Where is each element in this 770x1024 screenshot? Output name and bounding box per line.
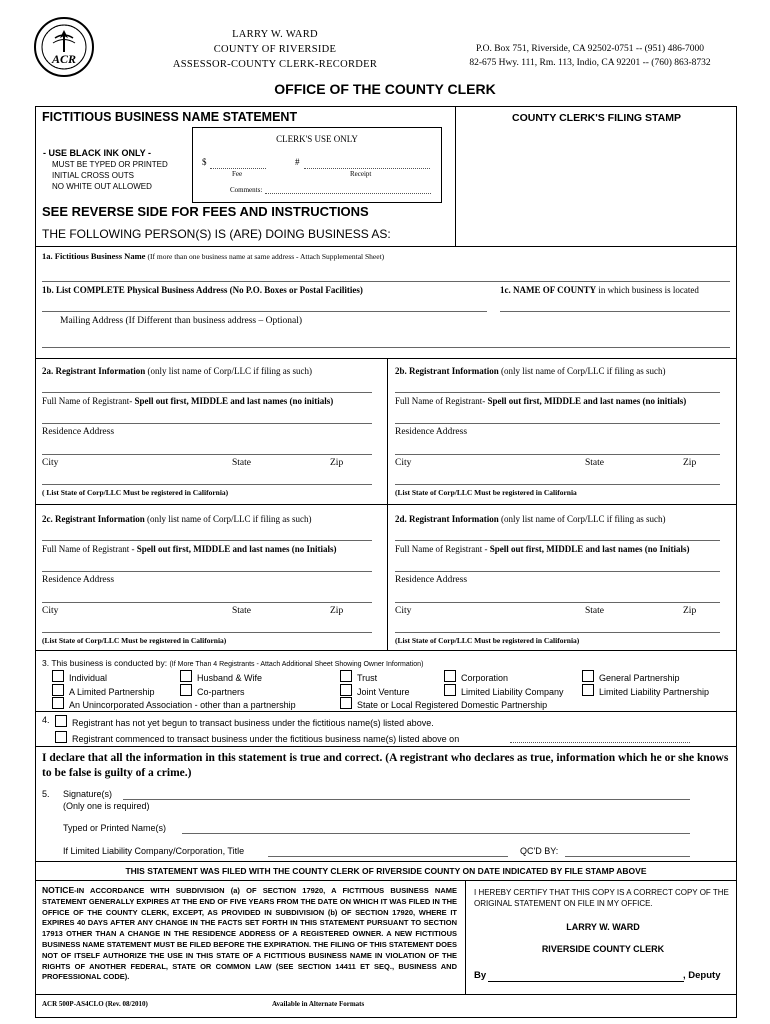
individual-label: Individual bbox=[69, 673, 108, 683]
registrant-2d-header-label: 2d. Registrant Information bbox=[395, 514, 499, 524]
co-partners-label: Co-partners bbox=[197, 687, 245, 697]
business-type-domestic-partnership[interactable] bbox=[340, 697, 547, 710]
registrant-2d-state-corp-note: (List State of Corp/LLC Must be registered in California) bbox=[395, 636, 580, 645]
business-address-label: 1b. List COMPLETE Physical Business Address (No P.O. Boxes or Postal Facilities) bbox=[42, 285, 363, 295]
ink-rule-typed: MUST BE TYPED OR PRINTED bbox=[52, 160, 168, 169]
registrant-2d-state-corp-line[interactable] bbox=[395, 632, 720, 633]
registrant-2b-full-name-label bbox=[395, 396, 686, 406]
typed-name-field[interactable] bbox=[182, 833, 690, 834]
form-number: ACR 500P-AS4CLO (Rev. 08/2010) bbox=[42, 1000, 148, 1008]
commenced-checkbox[interactable] bbox=[55, 731, 67, 743]
registrant-2b-name-line[interactable] bbox=[395, 392, 720, 393]
deputy-label: , Deputy bbox=[683, 970, 721, 981]
business-type-limited-partnership[interactable] bbox=[52, 684, 155, 697]
registrant-2c-header-label: 2c. Registrant Information bbox=[42, 514, 145, 524]
notice-text: -IN ACCORDANCE WITH SUBDIVISION (a) OF SECTION 17920, A FICTITIOUS BUSINESS NAME STATEMENT GENERALLY EXPIRES AT THE END OF FIVE YEARS FROM THE DATE ON WHICH IT WAS FILED IN THE OFFICE OF THE COUNTY CLERK, EXCEPT, AS PROVIDED IN SUBDIVISION (b) OF SECTION 17920, WHERE IT EXPIRES 40 DAYS AFTER ANY CHANGE IN THE FACTS SET FORTH IN THIS STATEMENT PURSUANT TO SECTION 17913 OTHER THAN A CHANGE IN THE RESIDENCE ADDRESS OF A REGISTERED OWNER. A NEW FICTITIOUS BUSINESS NAME STATEMENT MUST BE FILED BEFORE THE EXPIRATION. THE FILING OF THIS STATEMENT DOES NOT OF ITSELF AUTHORIZE THE USE IN THIS STATE OF A FICTITIOUS BUSINESS NAME IN VIOLATION OF THE RIGHTS OF ANOTHER FEDERAL, STATE OR COMMON LAW (SEE SECTION 14411 ET SEQ., BUSINESS AND PROFESSIONAL CODE). bbox=[42, 886, 457, 982]
see-reverse-heading: SEE REVERSE SIDE FOR FEES AND INSTRUCTIONS bbox=[42, 204, 369, 219]
registrant-2c-name-line[interactable] bbox=[42, 540, 372, 541]
commenced-label: Registrant commenced to transact business under the fictitious business name(s) listed above on bbox=[72, 734, 460, 744]
alternate-formats: Available in Alternate Formats bbox=[272, 1000, 365, 1008]
registrant-2c-full-name-label bbox=[42, 544, 337, 554]
llp-checkbox[interactable] bbox=[582, 684, 594, 696]
registrant-2b-header-label: 2b. Registrant Information bbox=[395, 366, 499, 376]
registrant-2b-state-corp-line[interactable] bbox=[395, 484, 720, 485]
husband-wife-label: Husband & Wife bbox=[197, 673, 263, 683]
trust-checkbox[interactable] bbox=[340, 670, 352, 682]
office-title-header: ASSESSOR-COUNTY CLERK-RECORDER bbox=[172, 59, 378, 70]
receipt-field[interactable] bbox=[304, 168, 430, 169]
signature-field[interactable] bbox=[123, 799, 690, 800]
registrant-2d-full-name-prefix: Full Name of Registrant - bbox=[395, 544, 490, 554]
registrant-2c-city-line[interactable] bbox=[42, 602, 372, 603]
limited-partnership-checkbox[interactable] bbox=[52, 684, 64, 696]
business-type-joint-venture[interactable] bbox=[340, 684, 410, 697]
business-type-llc[interactable] bbox=[444, 684, 564, 697]
joint-venture-label: Joint Venture bbox=[357, 687, 410, 697]
recorder-name: LARRY W. WARD bbox=[232, 29, 318, 40]
registrant-2c-state-corp-line[interactable] bbox=[42, 632, 372, 633]
section3-number: 3. bbox=[42, 658, 50, 668]
individual-checkbox[interactable] bbox=[52, 670, 64, 682]
business-name-label: 1a. Fictitious Business Name bbox=[42, 251, 146, 261]
business-type-individual[interactable] bbox=[52, 670, 107, 683]
mailing-address-field[interactable] bbox=[42, 347, 730, 348]
registrant-2b-state-label: State bbox=[585, 458, 604, 468]
comments-label: Comments: bbox=[230, 186, 263, 194]
registrant-2b-full-name-instructions: Spell out first, MIDDLE and last names (no initials) bbox=[487, 396, 687, 406]
registrant-2c-zip-label: Zip bbox=[330, 606, 344, 616]
business-type-unincorporated-association[interactable] bbox=[52, 697, 296, 710]
registrant-2a-full-name-label bbox=[42, 396, 333, 406]
registrant-2d-zip-label: Zip bbox=[683, 606, 697, 616]
mailing-address-label: Mailing Address (If Different than business address – Optional) bbox=[60, 316, 303, 326]
address-indio: 82-675 Hwy. 111, Rm. 113, Indio, CA 92201 -- (760) 863-8732 bbox=[469, 58, 711, 68]
domestic-partnership-label: State or Local Registered Domestic Partnership bbox=[357, 700, 548, 710]
registrant-2b-city-label: City bbox=[395, 458, 412, 468]
notice-lead: NOTICE bbox=[42, 885, 75, 895]
registrant-2a-city-label: City bbox=[42, 458, 59, 468]
registrant-2a-city-line[interactable] bbox=[42, 454, 372, 455]
registrant-2a-state-corp-line[interactable] bbox=[42, 484, 372, 485]
business-address-field[interactable] bbox=[42, 311, 487, 312]
certify-text: I HEREBY CERTIFY THAT THIS COPY IS A CORRECT COPY OF THE ORIGINAL STATEMENT ON FILE IN MY OFFICE. bbox=[474, 888, 729, 908]
husband-wife-checkbox[interactable] bbox=[180, 670, 192, 682]
business-type-corporation[interactable] bbox=[444, 670, 508, 683]
by-label: By bbox=[474, 970, 487, 981]
qcd-field[interactable] bbox=[565, 856, 690, 857]
llc-label: Limited Liability Company bbox=[461, 687, 564, 697]
comments-field[interactable] bbox=[265, 193, 431, 194]
section5-number: 5. bbox=[42, 789, 50, 799]
registrant-2c-full-name-instructions: Spell out first, MIDDLE and last names (no Initials) bbox=[136, 544, 337, 554]
ink-rule-cross-outs: INITIAL CROSS OUTS bbox=[52, 171, 134, 180]
commenced-date-field[interactable] bbox=[510, 742, 690, 743]
registrant-2a-full-name-prefix: Full Name of Registrant- bbox=[42, 396, 135, 406]
registrant-2c-residence-label: Residence Address bbox=[42, 575, 115, 585]
registrant-2c-residence-line[interactable] bbox=[42, 571, 372, 572]
registrant-2d-city-line[interactable] bbox=[395, 602, 720, 603]
receipt-hash: # bbox=[295, 157, 300, 167]
seal-lettering: ACR bbox=[51, 52, 77, 66]
registrant-2d-header-note: (only list name of Corp/LLC if filing as such) bbox=[498, 514, 666, 524]
registrant-2a-header-label: 2a. Registrant Information bbox=[42, 366, 146, 376]
registrant-2a-state-corp-note: ( List State of Corp/LLC Must be registered in California) bbox=[42, 488, 229, 497]
deputy-field[interactable] bbox=[488, 981, 684, 982]
not-yet-begun-checkbox[interactable] bbox=[55, 715, 67, 727]
registrant-2d-name-line[interactable] bbox=[395, 540, 720, 541]
qcd-label: QC'D BY: bbox=[520, 846, 559, 856]
registrant-2b-city-line[interactable] bbox=[395, 454, 720, 455]
registrant-2b-state-corp-note: (List State of Corp/LLC Must be registered in California bbox=[395, 488, 577, 497]
fee-label: Fee bbox=[232, 170, 243, 178]
section3-note: (If More Than 4 Registrants - Attach Additional Sheet Showing Owner Information) bbox=[169, 661, 424, 668]
certify-name: LARRY W. WARD bbox=[566, 922, 640, 932]
registrant-2d-residence-label: Residence Address bbox=[395, 575, 468, 585]
fee-dollar: $ bbox=[202, 157, 207, 167]
llp-label: Limited Liability Partnership bbox=[599, 687, 710, 697]
county-field[interactable] bbox=[500, 311, 730, 312]
general-partnership-checkbox[interactable] bbox=[582, 670, 594, 682]
registrant-2d-full-name-label bbox=[395, 544, 690, 554]
clerks-use-title: CLERK'S USE ONLY bbox=[276, 134, 358, 144]
business-type-husband-wife[interactable] bbox=[180, 670, 262, 683]
typed-name-label: Typed or Printed Name(s) bbox=[63, 823, 167, 833]
office-title: OFFICE OF THE COUNTY CLERK bbox=[274, 81, 496, 97]
registrant-2c-header bbox=[42, 514, 311, 524]
registrant-2d-residence-line[interactable] bbox=[395, 571, 720, 572]
declaration-text: I declare that all the information in this statement is true and correct. (A registrant who declares as true, information which he or she knows to be false is guilty of a crime.) bbox=[42, 752, 729, 779]
registrant-2a-zip-label: Zip bbox=[330, 458, 344, 468]
unincorporated-association-label: An Unincorporated Association - other than a partnership bbox=[69, 700, 296, 710]
not-yet-begun-label: Registrant has not yet begun to transact business under the fictitious name(s) listed above. bbox=[72, 718, 434, 728]
registrant-2a-residence-label: Residence Address bbox=[42, 427, 115, 437]
registrant-2b-zip-label: Zip bbox=[683, 458, 697, 468]
receipt-label: Receipt bbox=[350, 170, 372, 178]
business-type-general-partnership[interactable] bbox=[582, 670, 680, 683]
business-type-co-partners[interactable] bbox=[180, 684, 245, 697]
business-name-field[interactable] bbox=[42, 281, 730, 282]
only-one-note: (Only one is required) bbox=[63, 801, 150, 811]
registrant-2a-name-line[interactable] bbox=[42, 392, 372, 393]
registrant-2b-residence-label: Residence Address bbox=[395, 427, 468, 437]
section3-text: This business is conducted by: bbox=[51, 658, 168, 668]
trust-label: Trust bbox=[357, 673, 378, 683]
ink-rule-white-out: NO WHITE OUT ALLOWED bbox=[52, 182, 152, 191]
limited-partnership-label: A Limited Partnership bbox=[69, 687, 155, 697]
county-label-rest: in which business is located bbox=[596, 285, 699, 295]
registrant-2a-state-label: State bbox=[232, 458, 251, 468]
signature-label: Signature(s) bbox=[63, 789, 113, 799]
registrant-2c-state-label: State bbox=[232, 606, 251, 616]
registrant-2a-header-note: (only list name of Corp/LLC if filing as such) bbox=[145, 366, 312, 376]
registrant-2b-header bbox=[395, 366, 665, 376]
registrant-2b-full-name-prefix: Full Name of Registrant- bbox=[395, 396, 488, 406]
county-label: 1c. NAME OF COUNTY bbox=[500, 285, 597, 295]
registrant-2b-header-note: (only list name of Corp/LLC if filing as such) bbox=[498, 366, 666, 376]
registrant-2d-full-name-instructions: Spell out first, MIDDLE and last names (no Initials) bbox=[489, 544, 690, 554]
registrant-2d-state-label: State bbox=[585, 606, 604, 616]
general-partnership-label: General Partnership bbox=[599, 673, 680, 683]
ink-heading: - USE BLACK INK ONLY - bbox=[43, 148, 152, 158]
llc-title-field[interactable] bbox=[268, 856, 508, 857]
county-name: COUNTY OF RIVERSIDE bbox=[213, 44, 337, 55]
form-frame bbox=[35, 106, 737, 1018]
domestic-partnership-checkbox[interactable] bbox=[340, 697, 352, 709]
fee-field[interactable] bbox=[210, 168, 266, 169]
corporation-label: Corporation bbox=[461, 673, 509, 683]
llc-checkbox[interactable] bbox=[444, 684, 456, 696]
section4-number: 4. bbox=[42, 715, 50, 725]
form-title: FICTITIOUS BUSINESS NAME STATEMENT bbox=[42, 110, 298, 124]
registrant-2b-residence-line[interactable] bbox=[395, 423, 720, 424]
registrant-2a-residence-line[interactable] bbox=[42, 423, 372, 424]
business-name-note: (If more than one business name at same address - Attach Supplemental Sheet) bbox=[147, 252, 385, 261]
registrant-2d-header bbox=[395, 514, 665, 524]
registrant-2c-header-note: (only list name of Corp/LLC if filing as such) bbox=[144, 514, 312, 524]
filed-statement: THIS STATEMENT WAS FILED WITH THE COUNTY CLERK OF RIVERSIDE COUNTY ON DATE INDICATED BY FILE STAMP ABOVE bbox=[125, 866, 647, 876]
llc-title-label: If Limited Liability Company/Corporation, Title bbox=[63, 846, 245, 856]
certify-office: RIVERSIDE COUNTY CLERK bbox=[541, 944, 665, 954]
joint-venture-checkbox[interactable] bbox=[340, 684, 352, 696]
unincorporated-association-checkbox[interactable] bbox=[52, 697, 64, 709]
address-riverside: P.O. Box 751, Riverside, CA 92502-0751 -- (951) 486-7000 bbox=[476, 44, 704, 54]
business-type-llp[interactable] bbox=[582, 684, 709, 697]
registrant-2c-full-name-prefix: Full Name of Registrant - bbox=[42, 544, 137, 554]
registrant-2d-city-label: City bbox=[395, 606, 412, 616]
doing-business-heading: THE FOLLOWING PERSON(S) IS (ARE) DOING BUSINESS AS: bbox=[42, 227, 391, 241]
registrant-2a-header bbox=[42, 366, 312, 376]
corporation-checkbox[interactable] bbox=[444, 670, 456, 682]
county-seal bbox=[33, 16, 95, 78]
registrant-2c-state-corp-note: (List State of Corp/LLC Must be registered in California) bbox=[42, 636, 227, 645]
registrant-2c-city-label: City bbox=[42, 606, 59, 616]
business-type-trust[interactable] bbox=[340, 670, 377, 683]
filing-stamp-title: COUNTY CLERK'S FILING STAMP bbox=[512, 112, 681, 124]
registrant-2a-full-name-instructions: Spell out first, MIDDLE and last names (no initials) bbox=[134, 396, 334, 406]
co-partners-checkbox[interactable] bbox=[180, 684, 192, 696]
